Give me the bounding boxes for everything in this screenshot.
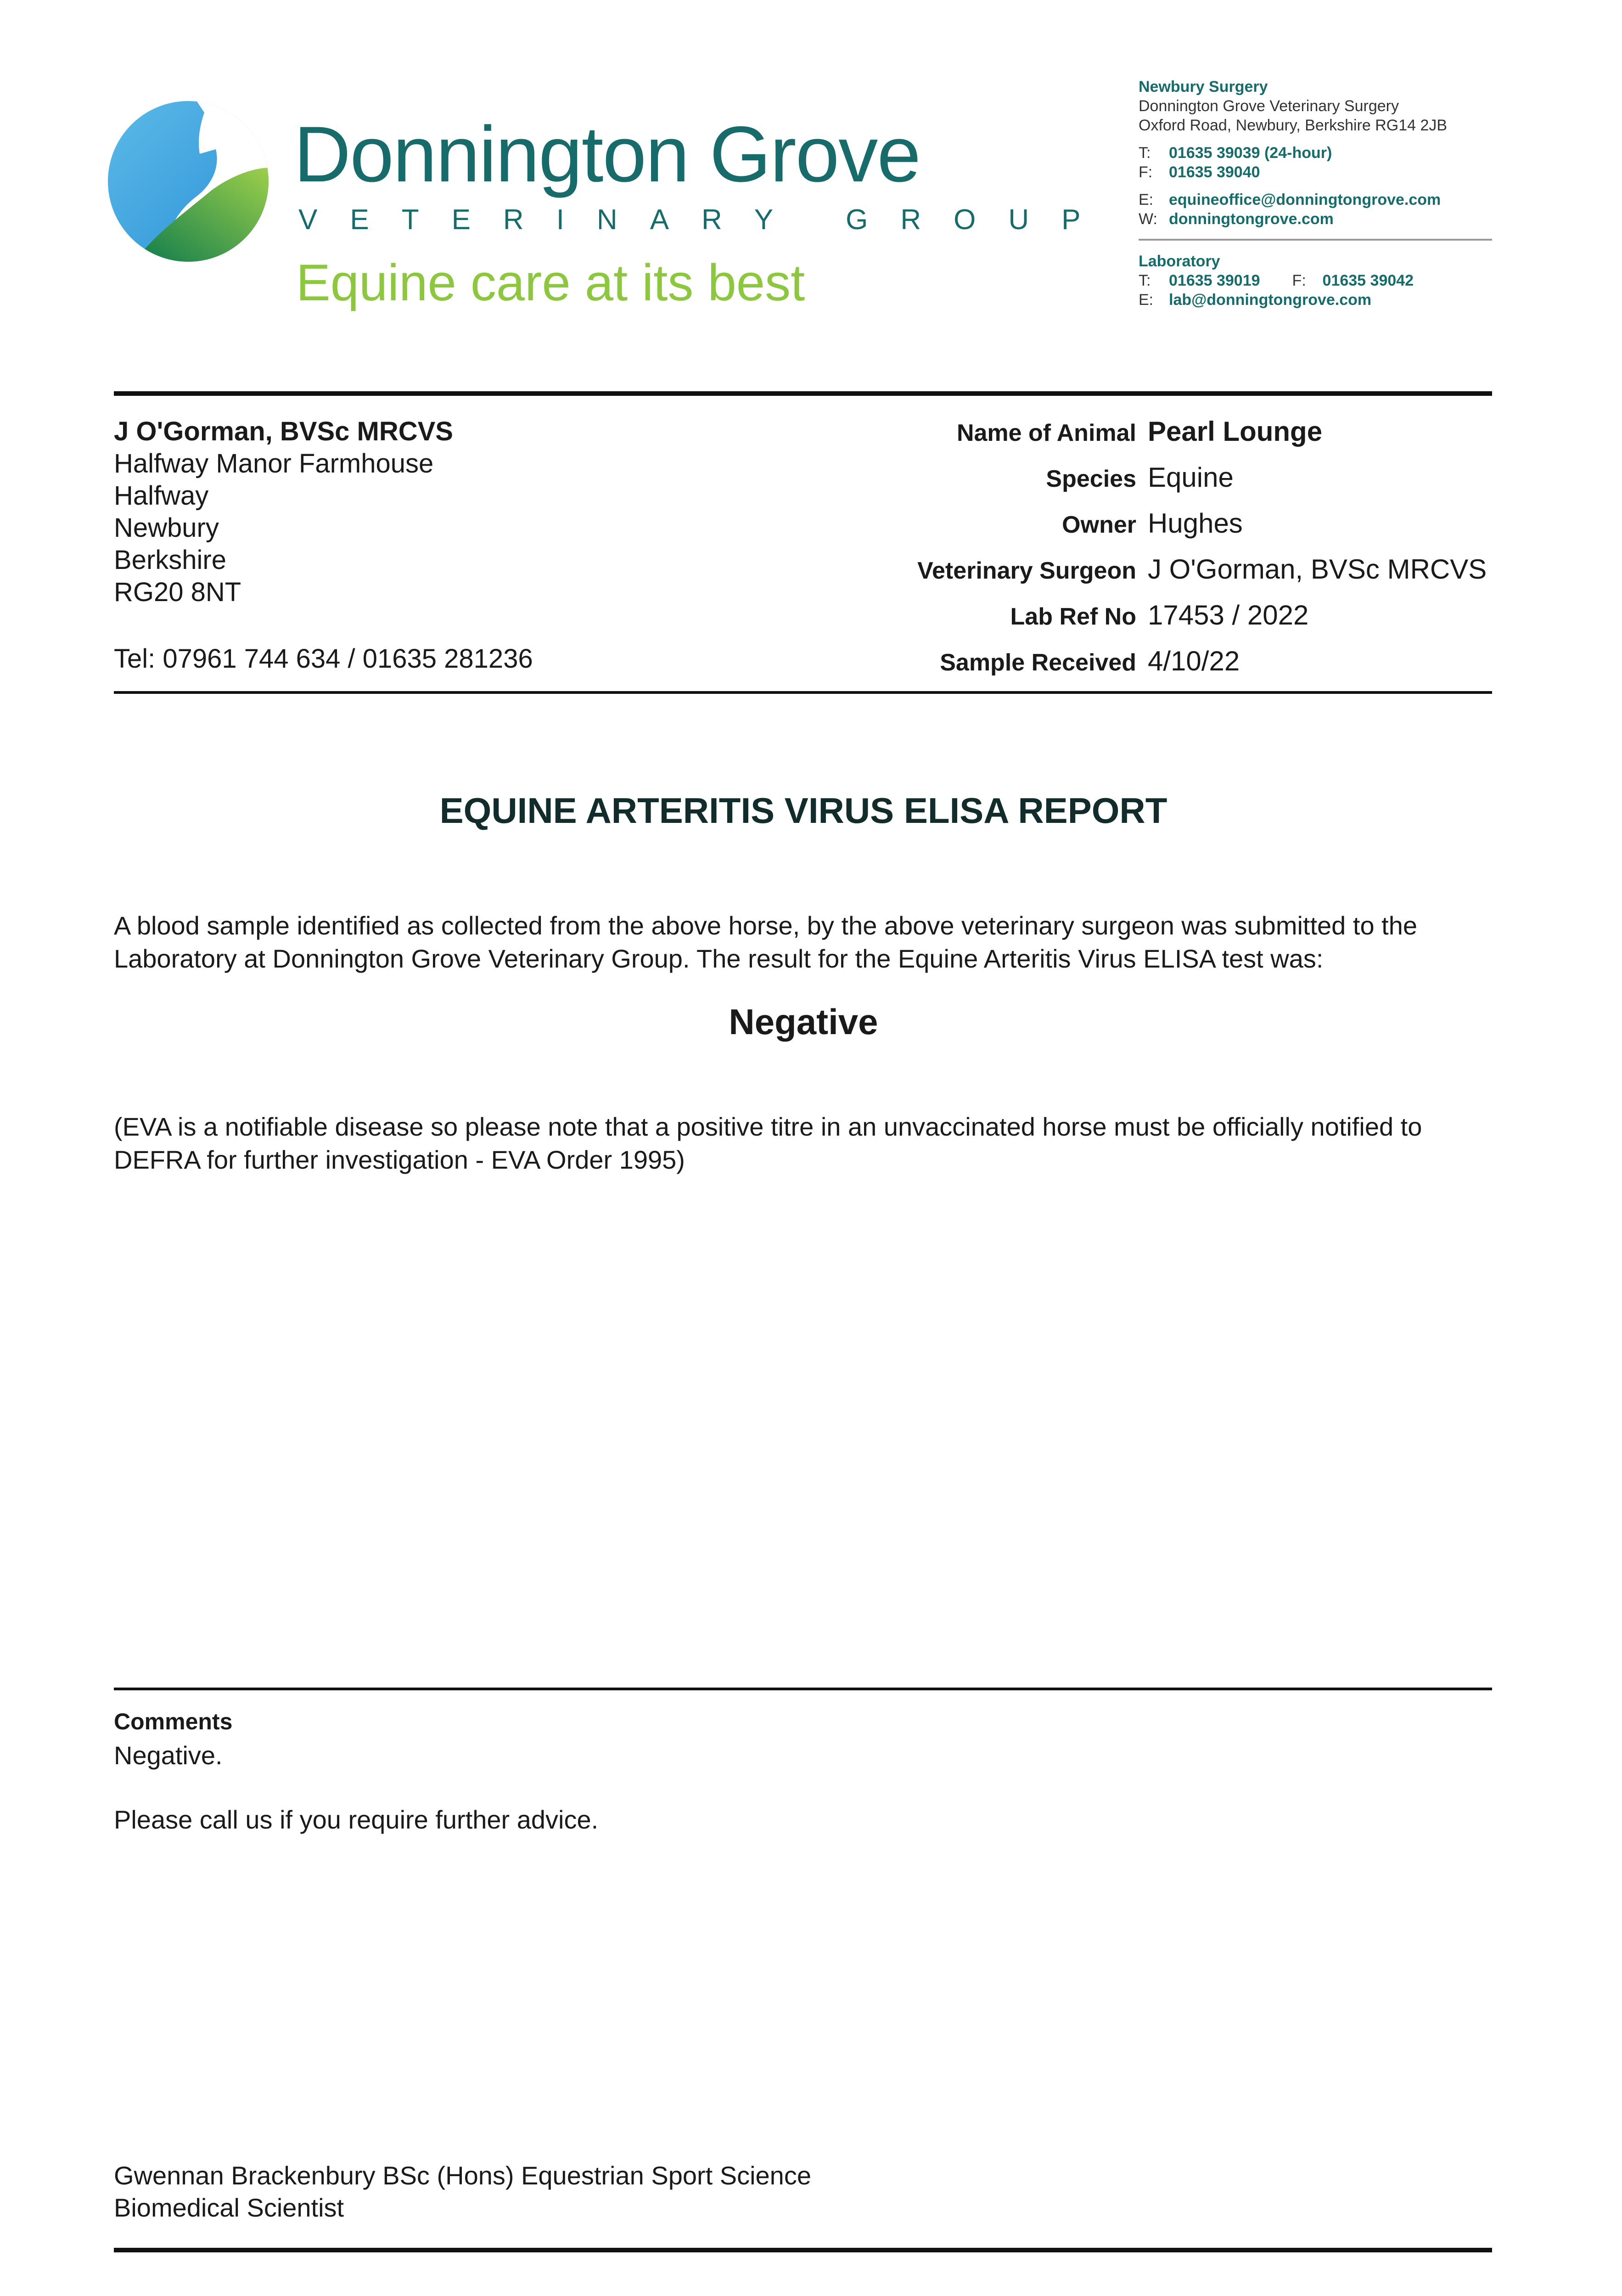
info-value: Hughes	[1148, 508, 1243, 539]
info-row-sample-received	[808, 645, 1492, 691]
lab-email-label: E:	[1139, 291, 1154, 309]
info-row-lab-ref	[808, 599, 1492, 645]
info-label: Veterinary Surgeon	[917, 557, 1136, 584]
report-intro: A blood sample identified as collected from the above horse, by the above veterinary surgeon was submitted to the Laboratory at Donnington Grove Veterinary Group. The result for the Equine Arteritis Virus ELISA test was:	[114, 911, 1417, 973]
surgery-fax-row	[1139, 163, 1447, 182]
lab-fax-label: F:	[1292, 272, 1306, 289]
surgery-address: Oxford Road, Newbury, Berkshire RG14 2JB	[1139, 117, 1448, 134]
info-value: 17453 / 2022	[1148, 600, 1309, 630]
advice-text: Please call us if you require further advice.	[114, 1805, 599, 1834]
info-row-animal-name	[808, 416, 1492, 461]
info-value: Pearl Lounge	[1148, 416, 1323, 447]
lab-fax: 01635 39042	[1322, 272, 1414, 289]
surgery-heading: Newbury Surgery	[1139, 78, 1268, 96]
report-title: EQUINE ARTERITIS VIRUS ELISA REPORT	[439, 790, 1167, 831]
info-label: Lab Ref No	[1010, 603, 1136, 630]
header-divider	[114, 391, 1492, 396]
info-label: Name of Animal	[956, 420, 1136, 446]
lab-heading: Laboratory	[1139, 253, 1220, 270]
surgery-phone-row	[1139, 143, 1447, 163]
address-line: RG20 8NT	[114, 577, 241, 607]
brand-group: VETERINARY GROUP	[298, 204, 1113, 236]
info-label: Species	[1046, 466, 1136, 492]
recipient-name: J O'Gorman, BVSc MRCVS	[114, 416, 453, 446]
contact-block	[1139, 77, 1447, 229]
email-label: E:	[1139, 191, 1154, 208]
comments-label: Comments	[114, 1709, 233, 1734]
info-value: 4/10/22	[1148, 646, 1240, 676]
info-value: J O'Gorman, BVSc MRCVS	[1148, 554, 1487, 585]
comments-text: Negative.	[114, 1741, 223, 1770]
recipient-tel: Tel: 07961 744 634 / 01635 281236	[114, 644, 533, 674]
signatory-title: Biomedical Scientist	[114, 2193, 344, 2222]
lab-phone-label: T:	[1139, 272, 1151, 289]
info-label: Owner	[1062, 512, 1136, 538]
lab-email-link[interactable]: lab@donningtongrove.com	[1169, 291, 1372, 309]
info-divider	[114, 691, 1492, 694]
surgery-fax: 01635 39040	[1169, 163, 1260, 181]
surgery-web-link[interactable]: donningtongrove.com	[1169, 210, 1334, 228]
lab-phone[interactable]: 01635 39019	[1169, 272, 1260, 289]
info-row-species	[808, 461, 1492, 507]
surgery-phone[interactable]: 01635 39039 (24-hour)	[1169, 144, 1332, 162]
comments-divider	[114, 1688, 1492, 1690]
animal-info-table	[808, 416, 1492, 691]
info-label: Sample Received	[940, 649, 1136, 676]
signatory-name: Gwennan Brackenbury BSc (Hons) Equestrian Sport Science	[114, 2161, 811, 2190]
donnington-grove-logo-icon	[106, 99, 271, 264]
address-line: Halfway	[114, 481, 209, 511]
brand-tagline: Equine care at its best	[296, 254, 805, 311]
web-label: W:	[1139, 210, 1157, 228]
surgery-email-link[interactable]: equineoffice@donningtongrove.com	[1169, 191, 1441, 208]
surgery-web-row	[1139, 209, 1447, 229]
surgery-email-row	[1139, 190, 1447, 209]
address-line: Halfway Manor Farmhouse	[114, 449, 434, 478]
brand-name: Donnington Grove	[294, 110, 920, 198]
lab-contact-block	[1139, 252, 1414, 310]
address-line: Berkshire	[114, 545, 226, 575]
recipient-address	[114, 416, 453, 608]
info-value: Equine	[1148, 462, 1234, 493]
phone-label: T:	[1139, 144, 1151, 162]
contact-divider	[1139, 239, 1492, 241]
test-result: Negative	[729, 1002, 878, 1042]
report-note: (EVA is a notifiable disease so please note that a positive titre in an unvaccinated horse must be officially notified to DEFRA for further investigation - EVA Order 1995)	[114, 1112, 1422, 1174]
lab-phone-row	[1139, 271, 1414, 290]
info-row-vet-surgeon	[808, 553, 1492, 599]
fax-label: F:	[1139, 163, 1153, 181]
footer-divider	[114, 2248, 1492, 2252]
address-line: Newbury	[114, 513, 219, 543]
info-row-owner	[808, 507, 1492, 553]
surgery-name: Donnington Grove Veterinary Surgery	[1139, 97, 1399, 115]
lab-email-row	[1139, 290, 1414, 310]
